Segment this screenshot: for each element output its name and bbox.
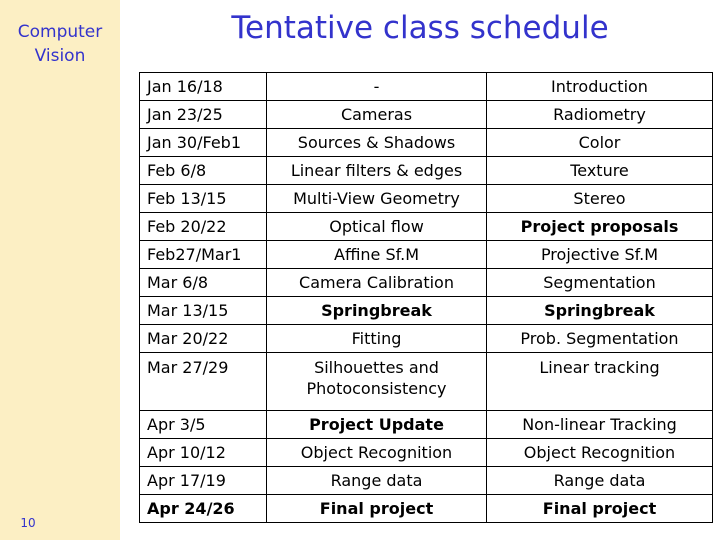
date-cell: Apr 10/12 xyxy=(140,439,267,467)
table-row xyxy=(140,241,713,269)
date-cell: Apr 3/5 xyxy=(140,411,267,439)
date-cell: Mar 6/8 xyxy=(140,269,267,297)
topic-cell-1: Sources & Shadows xyxy=(267,129,487,157)
topic-cell-2: Introduction xyxy=(487,73,713,101)
date-cell: Feb 13/15 xyxy=(140,185,267,213)
table-row xyxy=(140,213,713,241)
course-title-line1: Computer xyxy=(17,22,103,42)
slide-title: Tentative class schedule xyxy=(231,10,609,46)
table-row xyxy=(140,411,713,439)
topic-cell-2: Springbreak xyxy=(487,297,713,325)
table-row xyxy=(140,269,713,297)
topic-cell-1: Multi-View Geometry xyxy=(267,185,487,213)
date-cell: Mar 27/29 xyxy=(140,353,267,411)
table-row xyxy=(140,325,713,353)
topic-cell-1: - xyxy=(267,73,487,101)
date-cell: Jan 16/18 xyxy=(140,73,267,101)
table-row xyxy=(140,297,713,325)
topic-cell-1: Range data xyxy=(267,467,487,495)
sidebar xyxy=(0,0,120,540)
topic-cell-2: Radiometry xyxy=(487,101,713,129)
table-row xyxy=(140,157,713,185)
topic-cell-1: Fitting xyxy=(267,325,487,353)
topic-cell-2: Final project xyxy=(487,495,713,523)
topic-cell-2: Linear tracking xyxy=(487,353,713,411)
topic-cell-1: Camera Calibration xyxy=(267,269,487,297)
course-title-line2: Vision xyxy=(34,46,86,66)
topic-cell-1: Affine Sf.M xyxy=(267,241,487,269)
topic-cell-2: Projective Sf.M xyxy=(487,241,713,269)
topic-cell-1: Cameras xyxy=(267,101,487,129)
topic-cell-1: Object Recognition xyxy=(267,439,487,467)
topic-cell-2: Stereo xyxy=(487,185,713,213)
topic-cell-1: Springbreak xyxy=(267,297,487,325)
topic-cell-2: Prob. Segmentation xyxy=(487,325,713,353)
topic-cell-1 xyxy=(267,353,487,411)
date-cell: Jan 23/25 xyxy=(140,101,267,129)
date-cell: Jan 30/Feb1 xyxy=(140,129,267,157)
topic-cell-1-line1: Silhouettes and xyxy=(314,358,439,377)
date-cell: Apr 24/26 xyxy=(140,495,267,523)
table-row xyxy=(140,439,713,467)
topic-cell-1: Optical flow xyxy=(267,213,487,241)
table-row xyxy=(140,495,713,523)
table-row xyxy=(140,101,713,129)
table-row xyxy=(140,353,713,411)
topic-cell-2: Color xyxy=(487,129,713,157)
date-cell: Feb 6/8 xyxy=(140,157,267,185)
date-cell: Mar 20/22 xyxy=(140,325,267,353)
table-row xyxy=(140,467,713,495)
page-number: 10 xyxy=(20,516,36,530)
date-cell: Feb 20/22 xyxy=(140,213,267,241)
topic-cell-1: Final project xyxy=(267,495,487,523)
table-row xyxy=(140,73,713,101)
course-title xyxy=(0,20,120,68)
date-cell: Mar 13/15 xyxy=(140,297,267,325)
topic-cell-2: Range data xyxy=(487,467,713,495)
topic-cell-2: Object Recognition xyxy=(487,439,713,467)
topic-cell-2: Texture xyxy=(487,157,713,185)
topic-cell-1-line2: Photoconsistency xyxy=(306,379,447,398)
topic-cell-2: Segmentation xyxy=(487,269,713,297)
table-row xyxy=(140,185,713,213)
schedule-table xyxy=(139,72,713,523)
topic-cell-1: Linear filters & edges xyxy=(267,157,487,185)
topic-cell-1: Project Update xyxy=(267,411,487,439)
topic-cell-2: Non-linear Tracking xyxy=(487,411,713,439)
table-row xyxy=(140,129,713,157)
topic-cell-2: Project proposals xyxy=(487,213,713,241)
date-cell: Apr 17/19 xyxy=(140,467,267,495)
date-cell: Feb27/Mar1 xyxy=(140,241,267,269)
